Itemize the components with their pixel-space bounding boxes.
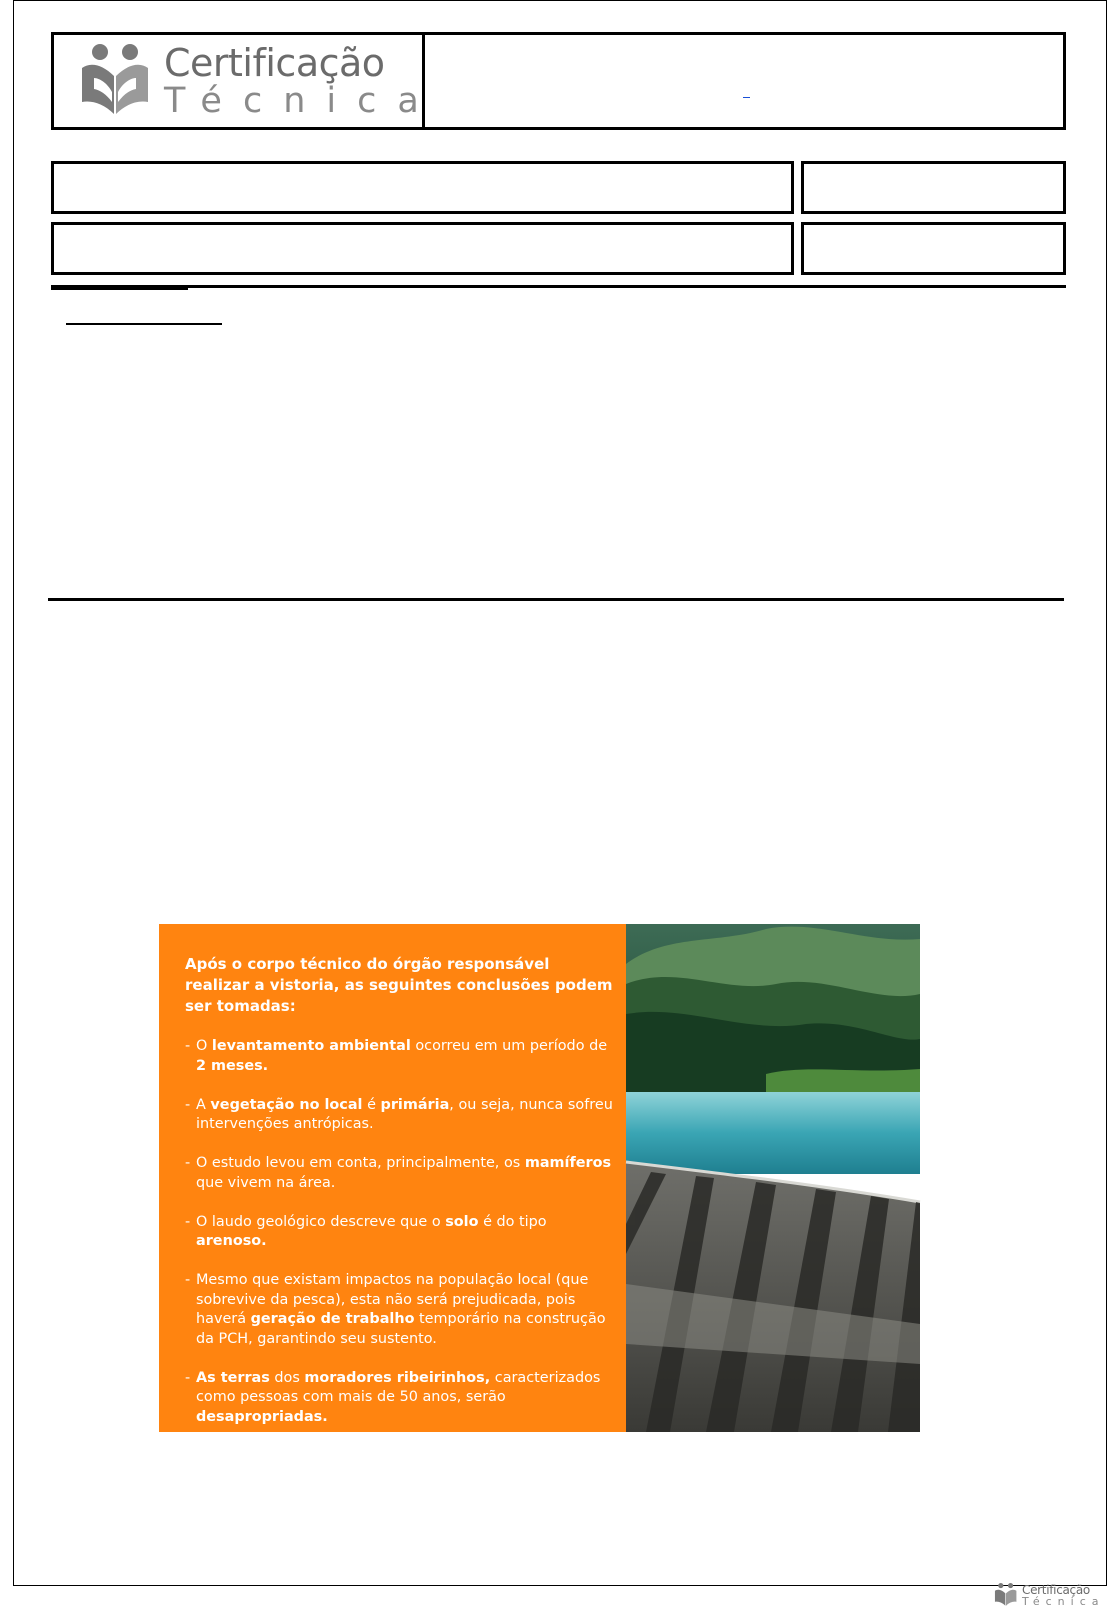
divider-tab: [51, 288, 188, 290]
name-field: [51, 161, 794, 214]
info-intro: Após o corpo técnico do órgão responsável realizar a vistoria, as seguintes conclusões podem ser tomadas:: [185, 955, 613, 1015]
info-list-text: [196, 1271, 616, 1349]
text: O estudo levou em conta, principalmente, os: [196, 1155, 525, 1171]
text: caracterizados como pessoas com mais de 50 anos, serão: [196, 1369, 601, 1405]
text: , ou seja, nunca sofreu intervenções antrópicas.: [196, 1096, 613, 1132]
bold-text: plano de manejo.: [473, 1447, 614, 1464]
info-list-item: [185, 1154, 616, 1193]
bullet-dash: -: [185, 1155, 191, 1171]
bullet-dash: -: [185, 1096, 191, 1113]
bold-text: solo: [445, 1213, 479, 1230]
info-list-text: [196, 1096, 616, 1135]
bold-text: arenoso.: [196, 1233, 267, 1249]
bold-text: desapropriadas.: [196, 1408, 328, 1425]
info-list-item: [185, 1037, 616, 1076]
logo-subtitle: Técnica: [164, 80, 440, 121]
text: ocorreu em um período de: [410, 1038, 608, 1054]
info-list-item: [185, 1447, 616, 1467]
info-list-text: [196, 1154, 616, 1193]
bullet-dash: -: [185, 1213, 191, 1230]
bold-text: vegetação no local: [210, 1096, 363, 1113]
text: O: [196, 1038, 212, 1054]
bullet-dash: -: [185, 1038, 191, 1054]
bold-text: geração de trabalho: [250, 1311, 415, 1327]
text: dos: [269, 1369, 305, 1386]
info-list-text: [196, 1037, 616, 1076]
text: Mesmo que existam impactos na população local (que sobrevive da pesca), esta não será prejudicada, pois haverá: [196, 1272, 589, 1327]
info-list-item: [185, 1096, 616, 1135]
course-field: [51, 222, 794, 275]
bold-text: As terras: [196, 1369, 270, 1386]
info-list-item: [185, 1369, 616, 1428]
text: O laudo geológico descreve que o: [196, 1213, 446, 1230]
info-list-text: [196, 1369, 616, 1428]
text: que vivem na área.: [196, 1174, 336, 1191]
info-list-text: [196, 1447, 616, 1467]
bold-text: levantamento ambiental: [211, 1038, 411, 1054]
info-list: [185, 1037, 616, 1466]
logo-box: [51, 32, 440, 130]
header-title-box: [425, 32, 1066, 130]
text: A: [196, 1096, 211, 1113]
bold-text: moradores ribeirinhos,: [304, 1369, 491, 1386]
footer-logo: [993, 1580, 1105, 1610]
info-list-item: [185, 1271, 616, 1349]
text: A unidade de conservação não possui: [196, 1447, 474, 1464]
date-field: [801, 161, 1066, 214]
footer-logo-subtitle: Técnica: [1022, 1594, 1105, 1608]
bold-text: mamíferos: [524, 1155, 612, 1171]
link-underline-mark: [743, 97, 750, 98]
heading-underline: [66, 323, 222, 325]
bullet-dash: -: [185, 1272, 191, 1288]
info-list-item: [185, 1213, 616, 1252]
logo-title: Certificação: [164, 40, 385, 85]
people-book-icon: [993, 1582, 1019, 1608]
text: é do tipo: [478, 1213, 547, 1230]
divider: [51, 285, 1066, 288]
info-list-text: [196, 1213, 616, 1252]
info-figure: [159, 924, 920, 1464]
divider: [48, 598, 1064, 601]
bold-text: 2 meses.: [196, 1057, 269, 1074]
footer-logo-title: Certificação: [1022, 1582, 1090, 1597]
dam-reservoir-photo: [626, 924, 920, 1432]
grade-field: [801, 222, 1066, 275]
people-book-icon: [76, 42, 156, 120]
text: temporário na construção da PCH, garantindo seu sustento.: [196, 1311, 606, 1347]
bullet-dash: -: [185, 1369, 191, 1386]
info-panel: [159, 924, 626, 1464]
bold-text: primária: [380, 1096, 450, 1113]
text: é: [362, 1096, 381, 1113]
bullet-dash: -: [185, 1447, 191, 1464]
